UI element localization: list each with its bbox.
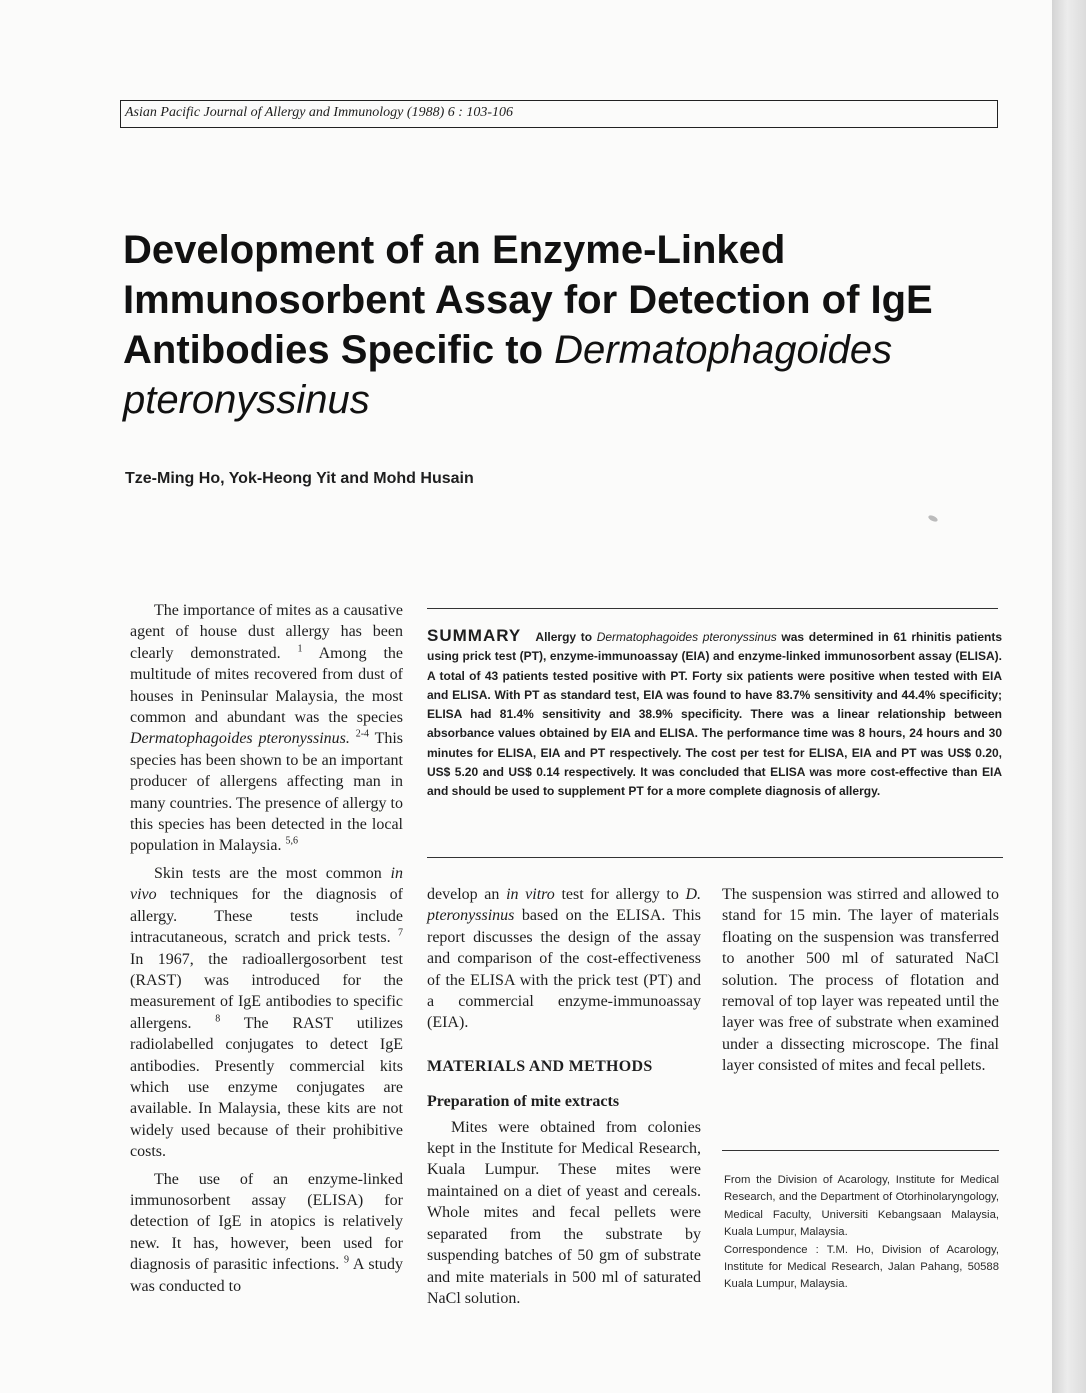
summary-heading: SUMMARY	[427, 626, 522, 645]
footnote-rule	[722, 1150, 999, 1151]
title-species: Dermatophagoides pteronyssinus	[123, 328, 893, 422]
citation-ref: 2-4	[355, 729, 370, 741]
methods-paragraph-2: The suspension was stirred and allowed to stand for 15 min. The layer of materials floating on the suspension was transferred to another 500 ml of saturated NaCl solution. The process of flotation and removal of top layer was repeated until the layer was free of substrate when examined under a dissecting microscope. The final layer consisted of mites and fecal pellets.	[722, 886, 999, 1075]
italic-term: in vivo	[130, 864, 403, 904]
correspondence-note: Correspondence : T.M. Ho, Division of Acarology, Institute for Medical Research, Jalan Pahang, 50588 Kuala Lumpur, Malaysia.	[724, 1243, 999, 1291]
summary-bottom-rule	[427, 857, 1003, 858]
text-run: A study was conducted to	[130, 1256, 404, 1295]
subheading-mite-extracts: Preparation of mite extracts	[427, 1093, 620, 1111]
journal-citation: Asian Pacific Journal of Allergy and Immunology (1988) 6 : 103-106	[125, 105, 514, 120]
affiliation-note: From the Division of Acarology, Institute for Medical Research, and the Department of Otorhinolaryngology, Medical Faculty, Universiti Kebangsaan Malaysia, Kuala Lumpur, Malaysia.	[724, 1174, 999, 1239]
intro-paragraph-3	[130, 1169, 403, 1297]
text-run: techniques for the diagnosis of allergy. These tests include intracutaneous, scratch and prick tests.	[130, 886, 403, 947]
text-run: The RAST utilizes radiolabelled conjugates to detect IgE antibodies. Presently commercial kits which use enzyme conjugates are available. In Malaysia, these kits are not widely used because of their prohibitive costs.	[130, 1014, 403, 1161]
journal-citation-box	[120, 100, 998, 128]
citation-ref: 1	[297, 643, 303, 655]
body-column-3	[722, 884, 999, 1077]
citation-ref: 7	[398, 927, 404, 939]
footnote-block	[724, 1172, 999, 1294]
intro-paragraph-1	[130, 600, 403, 857]
scan-speck	[927, 514, 938, 523]
text-run: develop an	[427, 886, 500, 903]
citation-ref: 8	[215, 1013, 221, 1025]
summary-species: Dermatophagoides pteronyssinus	[596, 630, 777, 644]
italic-term: in vitro	[506, 886, 555, 903]
methods-paragraph-1: Mites were obtained from colonies kept in the Institute for Medical Research, Kuala Lumpur. These mites were maintained on a diet of yeast and cereals. Whole mites and fecal pellets were separated from the substrate by suspending batches of 50 gm of substrate and mite materials in 500 ml of saturated NaCl solution.	[427, 1118, 701, 1307]
text-run: Skin tests are the most common	[154, 864, 382, 882]
title-main: Development of an Enzyme-Linked Immunosorbent Assay for Detection of IgE Antibodies Specific to	[123, 228, 933, 372]
article-title	[123, 225, 1023, 425]
author-list: Tze-Ming Ho, Yok-Heong Yit and Mohd Husain	[125, 470, 474, 487]
scan-edge	[1052, 0, 1086, 1393]
species-name: Dermatophagoides pteronyssinus.	[130, 730, 350, 748]
species-name: D. pteronyssinus	[427, 886, 702, 925]
text-run: The use of an enzyme-linked immunosorbent assay (ELISA) for detection of IgE in atopics is relatively new. It has, however, been used for diagnosis of parasitic infections.	[130, 1170, 403, 1274]
text-run: In 1967, the radioallergosorbent test (RAST) was introduced for the measurement of IgE antibodies to specific allergens.	[130, 950, 403, 1032]
text-run: This species has been shown to be an important producer of allergens affecting man in many countries. The presence of allergy to this species has been detected in the local population in Malaysia.	[130, 730, 404, 855]
citation-ref: 5,6	[285, 836, 299, 848]
summary-top-rule	[427, 608, 998, 609]
citation-ref: 9	[344, 1254, 350, 1266]
summary-text: Allergy to	[535, 630, 593, 644]
body-column-1	[130, 600, 403, 1297]
text-run: based on the ELISA. This report discusses the design of the assay and comparison of the cost-effectiveness of the ELISA with the prick test (PT) and a commercial enzyme-immunoassay (EIA).	[427, 907, 702, 1032]
summary-block	[427, 626, 1002, 802]
section-heading-methods: MATERIALS AND METHODS	[427, 1057, 653, 1075]
intro-paragraph-4	[427, 884, 701, 1034]
text-run: Among the multitude of mites recovered from dust of houses in Peninsular Malaysia, the most common and abundant was the species	[130, 644, 404, 727]
intro-paragraph-2	[130, 863, 403, 1163]
summary-text: was determined in 61 rhinitis patients using prick test (PT), enzyme-immunoassay (EIA) and enzyme-linked immunosorbent assay (ELISA). A total of 43 patients tested positive with PT. Forty six patients were positive when tested with EIA and ELISA. With PT as standard test, EIA was found to have 83.7% sensitivity and 44.4% specificity; ELISA had 81.4% sensitivity and 38.9% specificity. There was a linear relationship between absorbance values obtained by EIA and ELISA. The performance time was 8 hours, 24 hours and 30 minutes for ELISA, EIA and PT respectively. The cost per test for ELISA, EIA and PT was US$ 0.20, US$ 5.20 and US$ 0.14 respectively. It was concluded that ELISA was more cost-effective than EIA and should be used to supplement PT for a more complete diagnosis of allergy.	[427, 630, 1002, 799]
text-run: The importance of mites as a causative agent of house dust allergy has been clearly demonstrated.	[130, 602, 403, 662]
body-column-2	[427, 884, 701, 1309]
text-run: test for allergy to	[561, 886, 679, 903]
